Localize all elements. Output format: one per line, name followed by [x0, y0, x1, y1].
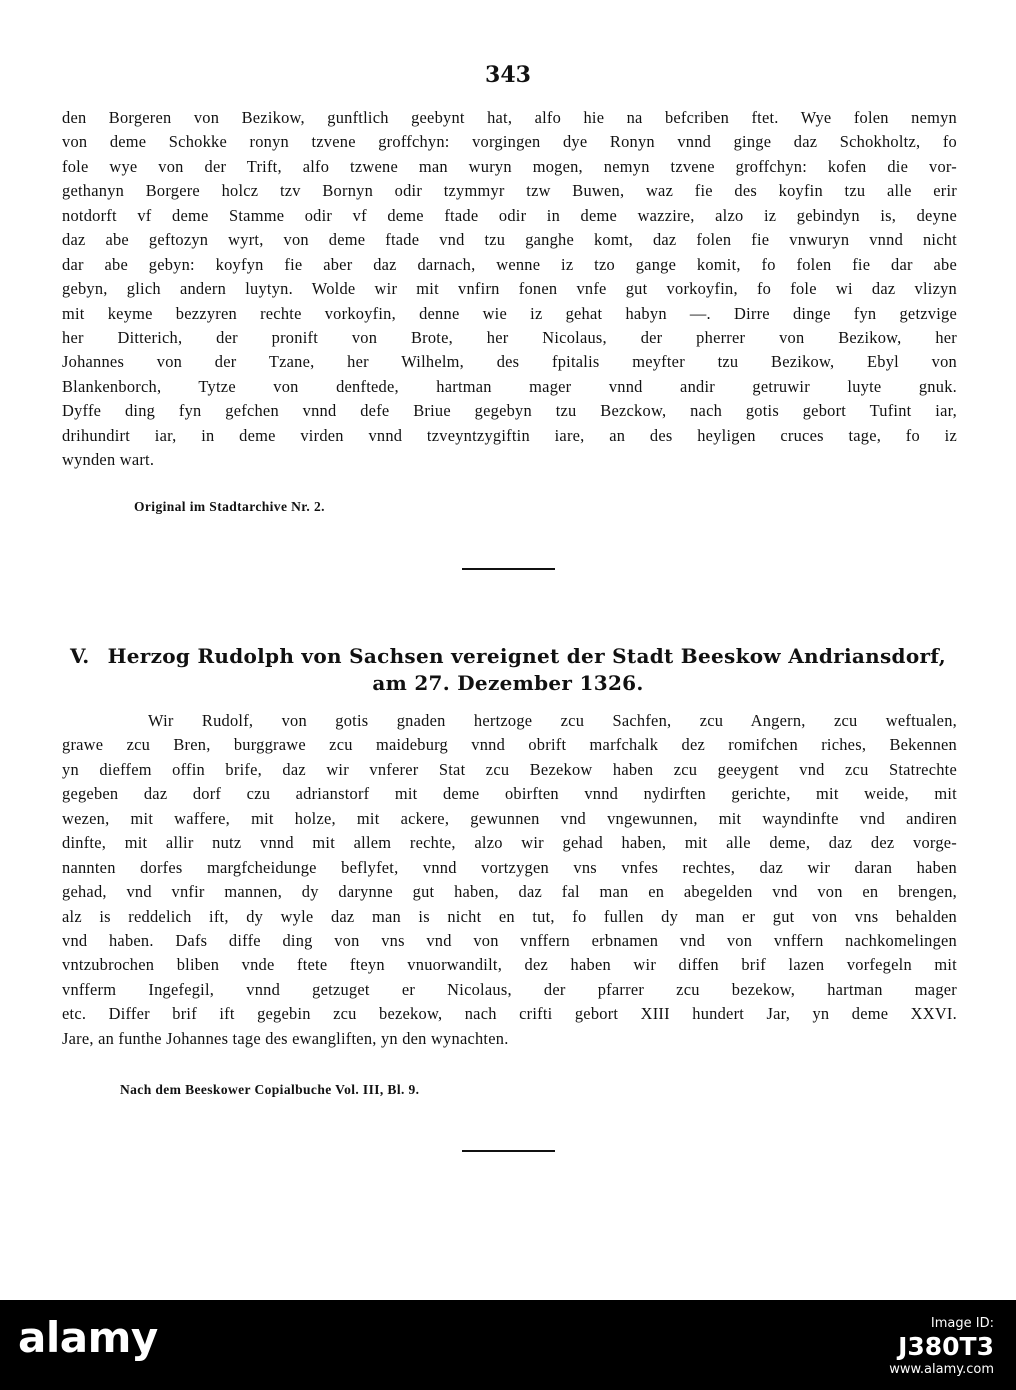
- section-heading-text: Herzog Rudolph von Sachsen vereignet der Stadt Beeskow Andriansdorf,: [107, 644, 947, 668]
- section-heading-date: am 27. Dezember 1326.: [372, 671, 644, 695]
- text-line: her Ditterich, der pronift von Brote, her Nicolaus, der pherrer von Bezikow, her: [62, 327, 957, 347]
- image-id-site: www.alamy.com: [889, 1362, 994, 1377]
- text-line: dinfte, mit allir nutz vnnd mit allem rechte, alzo wir gehad haben, mit alle deme, daz dez vorge-: [62, 833, 957, 853]
- section-divider: [462, 568, 555, 570]
- text-line: grawe zcu Bren, burggrawe zcu maideburg vnnd obrift marfchalk dez romifchen riches, Bekennen: [62, 735, 957, 755]
- text-line: vnd haben. Dafs diffe ding von vns vnd von vnffern erbnamen vnd von vnffern nachkomelingen: [62, 930, 957, 950]
- source-note-two: Nach dem Beeskower Copialbuche Vol. III, Bl. 9.: [120, 1082, 420, 1097]
- document-two-text: [62, 709, 957, 1051]
- section-numeral: V.: [69, 644, 90, 668]
- alamy-logo: alamy: [18, 1313, 158, 1362]
- page-number: 343: [485, 62, 531, 88]
- image-id-block: [889, 1316, 994, 1378]
- text-line: Jare, an funthe Johannes tage des ewangliften, yn den wynachten.: [62, 1028, 509, 1048]
- section-divider: [462, 1150, 555, 1152]
- text-line: gehad, vnd vnfir mannen, dy darynne gut haben, daz fal man en abegelden vnd von en brengen,: [62, 882, 957, 902]
- text-line: gegeben daz dorf czu adrianstorf mit deme obirften vnnd nydirften gerichte, mit weide, mit: [62, 784, 957, 804]
- text-line: Dyffe ding fyn gefchen vnnd defe Briue gegebyn tzu Bezckow, nach gotis gebort Tufint iar,: [62, 401, 957, 421]
- text-line: nannten dorfes margfcheidunge beflyfet, vnnd vortzygen vns vnfes rechtes, daz wir daran haben: [62, 857, 957, 877]
- text-line: gebyn, glich andern luytyn. Wolde wir mit vnfirn fonen vnfe gut vorkoyfin, fo fole wi daz vlizyn: [62, 279, 957, 299]
- text-line: den Borgeren von Bezikow, gunftlich geebynt hat, alfo hie na befcriben ftet. Wye folen nemyn: [62, 108, 957, 127]
- text-line: dar abe gebyn: koyfyn fie aber daz darnach, wenne iz tzo gange komit, fo folen fie dar abe: [62, 254, 957, 274]
- source-note-one: Original im Stadtarchive Nr. 2.: [134, 499, 325, 514]
- text-line: notdorft vf deme Stamme odir vf deme ftade odir in deme wazzire, alzo iz gebindyn is, deyne: [62, 205, 957, 225]
- text-line: wynden wart.: [62, 450, 155, 470]
- text-line: Wir Rudolf, von gotis gnaden hertzoge zcu Sachfen, zcu Angern, zcu weftualen,: [148, 711, 957, 730]
- text-line: Blankenborch, Tytze von denftede, hartman mager vnnd andir getruwir luyte gnuk.: [62, 376, 957, 396]
- image-id-caption: Image ID:: [930, 1316, 994, 1331]
- text-line: alz is reddelich ift, dy wyle daz man is nicht en tut, fo fullen dy man er gut von vns behalden: [62, 906, 957, 926]
- text-line: wezen, mit waffere, mit holze, mit ackere, gewunnen vnd vngewunnen, mit wayndinfte vnd andiren: [62, 808, 957, 828]
- text-line: Johannes von der Tzane, her Wilhelm, des fpitalis meyfter tzu Bezikow, Ebyl von: [62, 352, 957, 372]
- text-line: yn dieffem offin brife, daz wir vnferer Stat zcu Bezekow haben zcu geeygent vnd zcu Statrechte: [62, 759, 957, 779]
- document-one-text: [62, 106, 957, 473]
- text-line: fole wye von der Trift, alfo tzwene man wuryn mogen, nemyn tzvene groffchyn: kofen die vor-: [62, 156, 957, 176]
- text-line: vntzubrochen bliben vnde ftete fteyn vnuorwandilt, dez haben wir diffen brif lazen vorfegeln mit: [62, 955, 957, 975]
- text-line: drihundirt iar, in deme virden vnnd tzveyntzygiftin iare, an des heyligen cruces tage, fo iz: [62, 425, 957, 445]
- text-line: von deme Schokke ronyn tzvene groffchyn: vorgingen dye Ronyn vnnd ginge daz Schokholtz, fo: [62, 132, 957, 152]
- text-line: daz abe geftozyn wyrt, von deme ftade vnd tzu ganghe komt, daz folen fie vnwuryn vnnd nicht: [62, 230, 957, 250]
- text-line: etc. Differ brif ift gegebin zcu bezekow, nach crifti gebort XIII hundert Jar, yn deme XXVI.: [62, 1004, 957, 1024]
- text-line: gethanyn Borgere holcz tzv Bornyn odir tzymmyr tzw Buwen, waz fie des koyfin tzu alle erir: [62, 181, 957, 201]
- text-line: vnfferm Ingefegil, vnnd getzuget er Nicolaus, der pfarrer zcu bezekow, hartman mager: [62, 979, 957, 999]
- image-id-value: J380T3: [898, 1332, 994, 1361]
- text-line: mit keyme bezzyren rechte vorkoyfin, denne wie iz gehat habyn —. Dirre dinge fyn getzvige: [62, 303, 957, 323]
- section-heading: [0, 644, 1016, 668]
